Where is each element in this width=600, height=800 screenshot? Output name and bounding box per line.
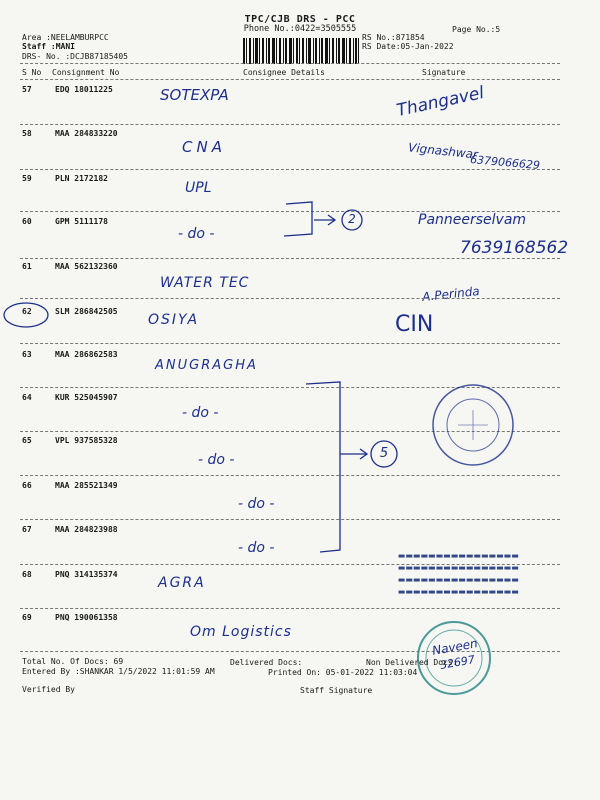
col-consignment: Consignment No (52, 68, 120, 77)
divider (20, 608, 560, 609)
row-consignment: SLM 286842505 (55, 307, 118, 316)
row-sno: 57 (22, 85, 32, 94)
row-sno: 64 (22, 393, 32, 402)
row-sno: 67 (22, 525, 32, 534)
verified-by: Verified By (22, 685, 75, 694)
consignee-handwriting: SOTEXPA (160, 86, 229, 104)
consignee-handwriting: CNA (182, 138, 226, 156)
drs-number: DRS- No. :DCJB87185405 (22, 52, 128, 61)
col-signature: Signature (422, 68, 466, 77)
address-stamp: ▬▬▬▬▬▬▬▬▬▬▬▬▬▬▬▬ (398, 564, 519, 573)
page-number: Page No.:5 (452, 25, 501, 34)
consignee-handwriting: Om Logistics (190, 624, 292, 640)
consignee-handwriting: - do - (238, 540, 275, 556)
seal-signature-number: 32697 (439, 653, 476, 672)
row-sno: 58 (22, 129, 32, 138)
address-stamp: ▬▬▬▬▬▬▬▬▬▬▬▬▬▬▬▬ (398, 588, 519, 597)
consignee-handwriting: UPL (185, 180, 212, 196)
row-consignment: GPM 5111178 (55, 217, 108, 226)
row-consignment: MAA 285521349 (55, 481, 118, 490)
printed-on: Printed On: 05-01-2022 11:03:04 (268, 668, 418, 677)
row-sno: 65 (22, 436, 32, 445)
divider (20, 475, 560, 476)
consignee-handwriting: - do - (182, 405, 219, 421)
document-title: TPC/CJB DRS - PCC (244, 14, 356, 25)
signature-handwriting: CIN (395, 312, 434, 337)
non-delivered-docs: Non Delivered Docs: (366, 658, 458, 667)
staff-signature: Staff Signature (300, 686, 373, 695)
signature-handwriting: A.Perinda (421, 284, 481, 304)
col-sno: S No (22, 68, 42, 77)
signature-handwriting: Vignashwar (407, 140, 479, 162)
row-consignment: KUR 525045907 (55, 393, 118, 402)
row-sno: 69 (22, 613, 32, 622)
divider (20, 79, 560, 80)
entered-by: Entered By :SHANKAR 1/5/2022 11:01:59 AM (22, 667, 215, 676)
row-consignment: MAA 562132360 (55, 262, 118, 271)
row-consignment: PNQ 190061358 (55, 613, 118, 622)
row-consignment: PLN 2172182 (55, 174, 108, 183)
phone-handwriting: 7639168562 (460, 238, 569, 258)
address-stamp: ▬▬▬▬▬▬▬▬▬▬▬▬▬▬▬▬ (398, 576, 519, 585)
divider (20, 343, 560, 344)
seal-signature: Naveen (431, 636, 479, 658)
company-seal-icon (428, 380, 518, 470)
row-sno: 60 (22, 217, 32, 226)
delivered-docs: Delivered Docs: (230, 658, 303, 667)
barcode-image (243, 38, 359, 64)
area-label: Area :NEELAMBURPCC (22, 33, 109, 42)
consignee-handwriting: - do - (238, 496, 275, 512)
phone-number: Phone No.:0422=3505555 (243, 24, 357, 34)
row-consignment: MAA 284833220 (55, 129, 118, 138)
consignee-handwriting: - do - (178, 226, 215, 242)
bracket-count: 5 (379, 446, 389, 461)
bracket-arrow-icon (280, 196, 390, 246)
consignee-handwriting: - do - (198, 452, 235, 468)
consignee-handwriting: WATER TEC (160, 275, 250, 291)
bracket-arrow-icon (300, 376, 420, 556)
bracket-count: 2 (348, 212, 356, 226)
row-sno: 68 (22, 570, 32, 579)
row-sno: 62 (22, 307, 32, 316)
divider (20, 124, 560, 125)
divider (20, 169, 560, 170)
consignee-handwriting: AGRA (158, 575, 206, 591)
row-consignment: MAA 286862583 (55, 350, 118, 359)
row-sno: 61 (22, 262, 32, 271)
row-consignment: MAA 284823988 (55, 525, 118, 534)
divider (20, 298, 560, 299)
row-sno: 59 (22, 174, 32, 183)
divider (20, 519, 560, 520)
row-consignment: VPL 937585328 (55, 436, 118, 445)
phone-handwriting: 6379066629 (469, 152, 541, 173)
signature-handwriting: Panneerselvam (418, 212, 527, 228)
rs-date: RS Date:05-Jan-2022 (362, 42, 454, 51)
staff-label: Staff :MANI (22, 42, 75, 51)
row-sno: 66 (22, 481, 32, 490)
total-docs: Total No. Of Docs: 69 (22, 657, 124, 666)
divider (20, 258, 560, 259)
consignee-handwriting: ANUGRAGHA (155, 358, 258, 373)
consignee-handwriting: OSIYA (148, 312, 200, 328)
divider (20, 63, 560, 64)
row-consignment: EDQ 18011225 (55, 85, 113, 94)
rs-number: RS No.:871854 (362, 33, 425, 42)
col-consignee: Consignee Details (243, 68, 325, 77)
row-sno: 63 (22, 350, 32, 359)
row-consignment: PNQ 314135374 (55, 570, 118, 579)
signature-handwriting: Thangavel (394, 82, 486, 122)
address-stamp: ▬▬▬▬▬▬▬▬▬▬▬▬▬▬▬▬ (398, 552, 519, 561)
